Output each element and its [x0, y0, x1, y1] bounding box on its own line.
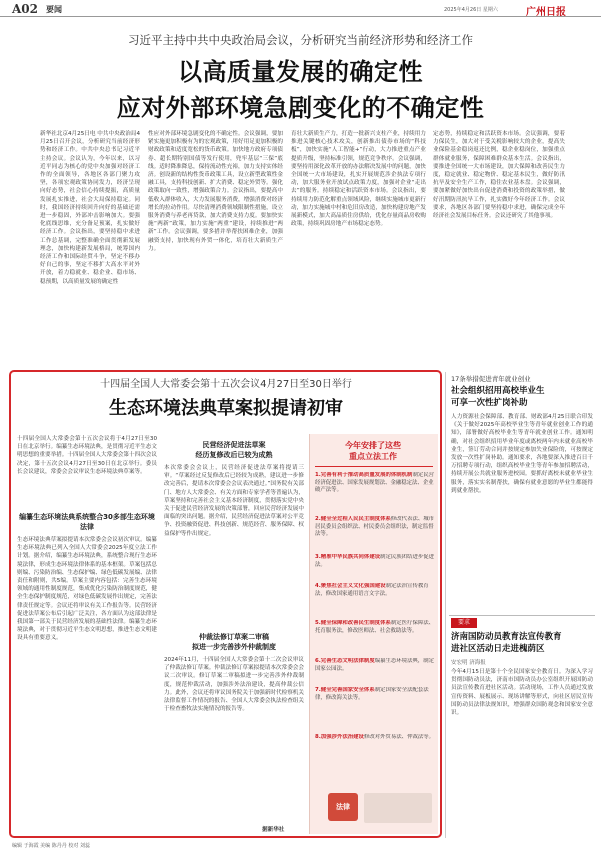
- panel-item-label: 5.健全保障和改善民生制度体系: [315, 620, 391, 626]
- panel-item-text: 修改代表法、城市居民委员会组织法、村民委员会组织法，制定监督法等。: [315, 516, 435, 538]
- page-header: [0, 0, 601, 17]
- topic-subhead-3a: 仲裁法修订草案二审稿: [199, 633, 269, 641]
- panel-item: [315, 516, 435, 548]
- topic-subhead-1: 编纂生态环境法典系统整合30多部生态环境法律: [19, 513, 155, 531]
- topic-subhead-2b: 经历复修改后已较为成熟: [195, 451, 273, 459]
- gavel-illustration: [364, 793, 432, 823]
- right-tag: 要求: [451, 618, 477, 628]
- topic-headline: 生态环境法典草案拟提请初审: [109, 398, 343, 419]
- panel-item: [315, 734, 435, 760]
- right-byline: 安宏明 济海报: [451, 660, 486, 666]
- topic-subhead-2a: 民营经济促进法草案: [202, 441, 266, 449]
- issue-date: 2025年4月26日 星期六: [444, 7, 498, 13]
- lead-column-2: 性应对外部环境急剧变化的不确定性。会议强调，要加紧实施更加积极有为的宏观政策，用好用足更加积极的财政政策和适度宽松的货币政策。加快地方政府专项债券、超长期特别国债等发行使用，兜牢基层“三保”底线。适时降准降息，保持流动性充裕，加力支持实体经济。创设新的结构性货币政策工具，设立新型政策性金融工具，支持科技创新、扩大消费、稳定外贸等。强化政策取向一致性，增强政策合力。会议指出，要提高中低收入群体收入，大力发展服务消费，增强消费对经济增长的拉动作用。尽快清理消费领域限制性措施，设立服务消费与养老再贷款，加大消费支持力度。要加快实施“两新”政策，加力实施“两重”建设，持续推进“两新”工作。会议强调，要多措并举帮扶困难企业，加强融资支持，加快现有外贸一体化，培育壮大新质生产力。: [148, 131, 283, 252]
- panel-item-text: 制定医疗保障法、托育服务法，修改医师法、社会救助法等。: [315, 620, 435, 634]
- panel-item: [315, 658, 435, 682]
- right-divider: [449, 615, 595, 616]
- topic-column-1: 生态环境法典草案拟提请本次常委会会议初次审议。编纂生态环境法典已列入全国人大常委会2025年度立法工作计划。据介绍，编纂生态环境法典，系统整合现行生态环境法律，形成生态环境法律体系的基本框架。草案包括总则编、污染防治编、生态保护编、绿色低碳发展编、法律责任和附则，共5编。草案主要内容包括：完善生态环境领域的通用性制度规范，集成优化污染防治制度规范，健全生态保护制度规范，对绿色低碳发展作出规定，完善法律责任规定等。会议还将审议有关工作报告等。民营经济促进法草案公布后引起广泛关注，各方面认为这部法律是我国第一部关于民营经济发展的基础性法律。编纂生态环境法典，对于贯彻习近平生态文明思想，推进生态文明建设具有重要意义。: [17, 537, 157, 642]
- panel-item-text: 制定民营经济促进法、国家发展规划法、金融稳定法、企业破产法等。: [315, 472, 435, 494]
- page-number: A02: [12, 2, 39, 16]
- lead-headline-line1: 以高质量发展的确定性: [178, 57, 423, 86]
- lead-headline-line2: 应对外部环境急剧变化的不确定性: [116, 93, 485, 122]
- newspaper-logo: 广州日报: [526, 7, 566, 18]
- panel-item: [315, 687, 435, 727]
- topic-column-2-part1: 本次常委会会议上，民营经济促进法草案将提请三审。“草案经过反复修改后已经较为成熟，建议进一步修改完善后，提请本次常委会会议表决通过。”国务院有关部门、地方人大常委会、有关方面和专家学者等普遍认为，草案坚持和完善社会主义基本经济制度，贯彻落实党中央关于促进民营经济发展的决策部署，回应民营经济发展中面临的突出问题。据介绍，民营经济促进法草案对公平竞争、投资融资促进、科技创新、规范经营、服务保障、权益保护等作出规定。: [164, 465, 304, 537]
- panel-item-text: 制定国家安全法配套法律，修改海关法等。: [315, 687, 429, 701]
- right-headline-2a: 济南国防动员教育法宣传教育: [451, 632, 562, 642]
- panel-item-label: 7.健全完善国家安全体系: [315, 687, 375, 693]
- panel-item-label: 8.加强涉外法治建设: [315, 734, 364, 740]
- panel-item: [315, 554, 435, 578]
- panel-title: [318, 440, 428, 462]
- column-rule: [445, 372, 446, 838]
- topic-kicker: 十四届全国人大常委会第十五次会议4月27日至30日举行: [100, 379, 352, 390]
- panel-item-text: 编纂生态环境法典，制定国家公园法。: [315, 658, 435, 672]
- topic-byline: 据新华社: [262, 827, 285, 833]
- right-headline-2b: 进社区活动日走进槐荫区: [451, 644, 545, 654]
- panel-item: [315, 472, 435, 510]
- right-headline-1b: 可享一次性扩岗补助: [451, 398, 528, 408]
- panel-item-text: 制定民族团结进步促进法。: [315, 554, 435, 568]
- panel-item-label: 4.聚焦社会主义文化强国建设: [315, 583, 386, 589]
- lead-kicker: 习近平主持中共中央政治局会议，分析研究当前经济形势和经济工作: [128, 33, 473, 47]
- panel-item-label: 2.健全全过程人民民主制度体系: [315, 516, 391, 522]
- right-article-1: 人力资源社会保障部、教育部、财政部4月25日联合印发《关于做好2025年高校毕业生等青年就业创业工作的通知》，部署做好高校毕业生等青年就业创业工作。通知明确，对社会组织招用毕业年度或离校两年内未就业高校毕业生，签订劳动合同并按规定参加失业保险的，可按规定发放一次性扩岗补助。通知要求，各地要深入推进百日千万招聘专项行动，组织高校毕业生等青年参加招聘活动，持续开展公共就业服务进校园。要抓好离校未就业毕业生服务，落实实名制帮扶，确保有就业意愿的毕业生都能得到就业帮扶。: [451, 414, 593, 494]
- panel-item: [315, 620, 435, 652]
- topic-subhead-3b: 拟进一步完善涉外仲裁制度: [192, 643, 276, 651]
- panel-item-text: 制定法治宣传教育法，修改国家通用语言文字法。: [315, 583, 429, 597]
- panel-item-label: 3.精准中华民族共同体建设: [315, 554, 381, 560]
- section-label: 要闻: [46, 5, 62, 14]
- right-headline-1a: 社会组织招用高校毕业生: [451, 386, 545, 396]
- panel-title-line2: 重点立法工作: [349, 452, 397, 461]
- topic-intro: 十四届全国人大常委会第十五次会议将于4月27日至30日在北京举行。编纂生态环境法典，是贯彻习近平生态文明思想的重要举措。十四届全国人大常委会第十四次会议决定，第十五次会议4月27日至30日在北京举行。委员长会议建议，常委会会议审议生态环境法典草案等。: [17, 436, 157, 475]
- panel-divider: [315, 466, 433, 467]
- panel-item: [315, 583, 435, 615]
- right-kicker-1: 17条举措促进青年就业创业: [451, 375, 531, 383]
- footer-credits: 编辑 于海霞 美编 陈丹丹 校对 刘蕊: [12, 843, 90, 849]
- lead-column-4: 定态势，持续稳定和活跃资本市场。会议强调，要着力保民生，加大对于受关税影响较大的企业，提高失业保险基金稳岗返还比例，稳企业稳岗位，加强重点群体就业服务，保障困难群众基本生活。会议指出，要推进全国统一大市场建设，加大保障和改善民生力度，稳定就业、稳定物价、稳定基本民生，做好防汛抗旱及安全生产工作，稳住农业基本盘。会议强调，要加紧做好加快出台促进消费和投资的政策举措，做好汛期防汛抗旱工作，扎实做好今年经济工作。会议要求，各地区各部门要坚持稳中求进，确保完成全年经济社会发展目标任务。会议还研究了其他事项。: [433, 131, 565, 220]
- law-book-illustration: 法律: [328, 793, 358, 821]
- panel-item-text: 修改对外贸易法、仲裁法等。: [363, 734, 435, 740]
- lead-column-1: 新华社北京4月25日电 中共中央政治局4月25日召开会议，分析研究当前经济形势和经济工作。中共中央总书记习近平主持会议。会议认为，今年以来，以习近平同志为核心的党中央加强对经济工作的全面领导，各地区各部门聚力攻坚，各项宏观政策协同发力，经济呈现向好态势，社会信心持续提振，高质量发展扎实推进，社会大局保持稳定。同时，我国经济持续回升向好的基础还需进一步稳固，外部冲击影响加大。要强化底线思维，充分备足预案，扎实做好经济工作。会议指出，要坚持稳中求进工作总基调，完整准确全面贯彻新发展理念，加快构建新发展格局，统筹国内经济工作和国际经贸斗争，坚定不移办好自己的事，坚定不移扩大高水平对外开放，着力稳就业、稳企业、稳市场、稳预期，以高质量发展的确定性: [40, 131, 140, 285]
- topic-column-2-part2: 2024年11月，十四届全国人大常委会第十二次会议审议了仲裁法修订草案。仲裁法修订草案拟提请本次常委会会议二次审议。修订草案二审稿拟进一步完善涉外仲裁制度，规范仲裁活动，加强涉外法治建设，提高仲裁公信力。此外，会议还将审议国务院关于加强新时代检察机关法律监督工作情况的报告、全国人大常委会执法检查组关于检查畜牧法实施情况的报告等。: [164, 657, 304, 713]
- panel-item-label: 1.完善有利于推动高质量发展的体制机制: [315, 472, 413, 478]
- right-article-2: 今年4月15日是第十个全民国家安全教育日。为深入学习贯彻国防动员法，济南市国防动员办公室组织开展国防动员法宣传教育进社区活动。活动现场，工作人员通过发放宣传资料、展板展示、现场讲解等形式，向社区居民宣传国防动员法律法规知识，增强群众国防观念和国家安全意识。: [451, 669, 593, 717]
- panel-item-label: 6.完善生态文明法律制度: [315, 658, 375, 664]
- lead-column-3: 育壮大新质生产力，打造一批新兴支柱产业，持续用力推进关键核心技术攻关，创新推出债券市场的“科技板”，加快实施“人工智能+”行动，大力推进重点产业提质升级，坚持标准引领，规范竞争秩序。会议强调，要坚持用深化改革开放的办法解决发展中的问题，加快全国统一大市场建设，扎实开展规范涉企执法专项行动，加大服务业开放试点政策力度，加强对企业“走出去”的服务。持续稳定和活跃资本市场。会议指出，要持续用力防范化解重点领域风险，继续实施城市更新行动，加力实施城中村和危旧房改造，加快构建房地产发展新模式，加大高品质住房供给，优化存量商品房收购政策，持续巩固房地产市场稳定态势。: [291, 131, 426, 228]
- panel-title-line1: 今年安排了这些: [345, 441, 401, 450]
